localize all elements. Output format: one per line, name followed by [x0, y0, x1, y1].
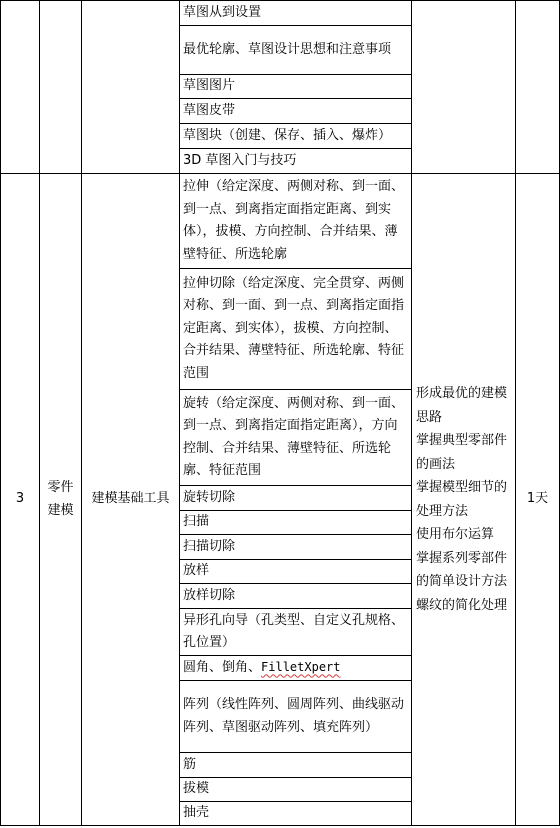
topic-cell: 3D 草图入门与技巧 [180, 149, 412, 174]
topic-cell: 最优轮廓、草图设计思想和注意事项 [180, 26, 412, 75]
topic-cell: 扫描切除 [180, 535, 412, 560]
topic-cell: 扫描 [180, 511, 412, 535]
fillet-xpert-text: FilletXpert [261, 660, 341, 675]
topic-cell: 阵列（线性阵列、圆周阵列、曲线驱动阵列、草图驱动阵列、填充阵列） [180, 681, 412, 753]
topic-cell: 草图图片 [180, 75, 412, 99]
topic-cell: 异形孔向导（孔类型、自定义孔规格、孔位置） [180, 609, 412, 656]
goal-item: 掌握模型细节的处理方法 [416, 480, 508, 519]
empty-module-cell [40, 1, 82, 174]
topic-cell: 草图皮带 [180, 99, 412, 124]
topic-cell: 拉伸（给定深度、两侧对称、到一面、到一点、到离指定面指定距离、到实体），拔模、方向控制、合并结果、薄壁特征、所选轮廓 [180, 174, 412, 269]
category-name: 建模基础工具 [82, 174, 180, 826]
duration: 1天 [516, 174, 560, 826]
goal-item: 掌握典型零部件的画法 [416, 433, 508, 472]
topic-cell: 草图从到设置 [180, 1, 412, 26]
topic-cell: 抽壳 [180, 802, 412, 826]
empty-goal-cell [412, 1, 516, 174]
empty-category-cell [82, 1, 180, 174]
learning-goals [412, 174, 516, 826]
module-name: 零件建模 [40, 174, 82, 826]
topic-cell: 拉伸切除（给定深度、完全贯穿、两侧对称、到一面、到一点、到离指定面指定距离、到实体），拔模、方向控制、合并结果、薄壁特征、所选轮廓、特征范围 [180, 269, 412, 390]
topic-cell: 拔模 [180, 778, 412, 802]
topic-cell: 旋转（给定深度、两侧对称、到一面、到一点、到离指定面指定距离），方向控制、合并结果、薄壁特征、所选轮廓、特征范围 [180, 390, 412, 486]
section-number: 3 [1, 174, 40, 826]
topic-text: 圆角、倒角、 [183, 660, 262, 676]
topic-cell [180, 656, 412, 681]
goal-item: 形成最优的建模思路 [416, 386, 508, 425]
empty-duration-cell [516, 1, 560, 174]
goal-item: 掌握系列零部件的简单设计方法螺纹的简化处理 [416, 550, 508, 613]
topic-cell: 旋转切除 [180, 486, 412, 511]
empty-number-cell [1, 1, 40, 174]
topic-cell: 筋 [180, 753, 412, 778]
topic-cell: 草图块（创建、保存、插入、爆炸） [180, 124, 412, 149]
topic-cell: 放样 [180, 560, 412, 584]
topic-cell: 放样切除 [180, 584, 412, 609]
goal-item: 使用布尔运算 [416, 527, 495, 542]
